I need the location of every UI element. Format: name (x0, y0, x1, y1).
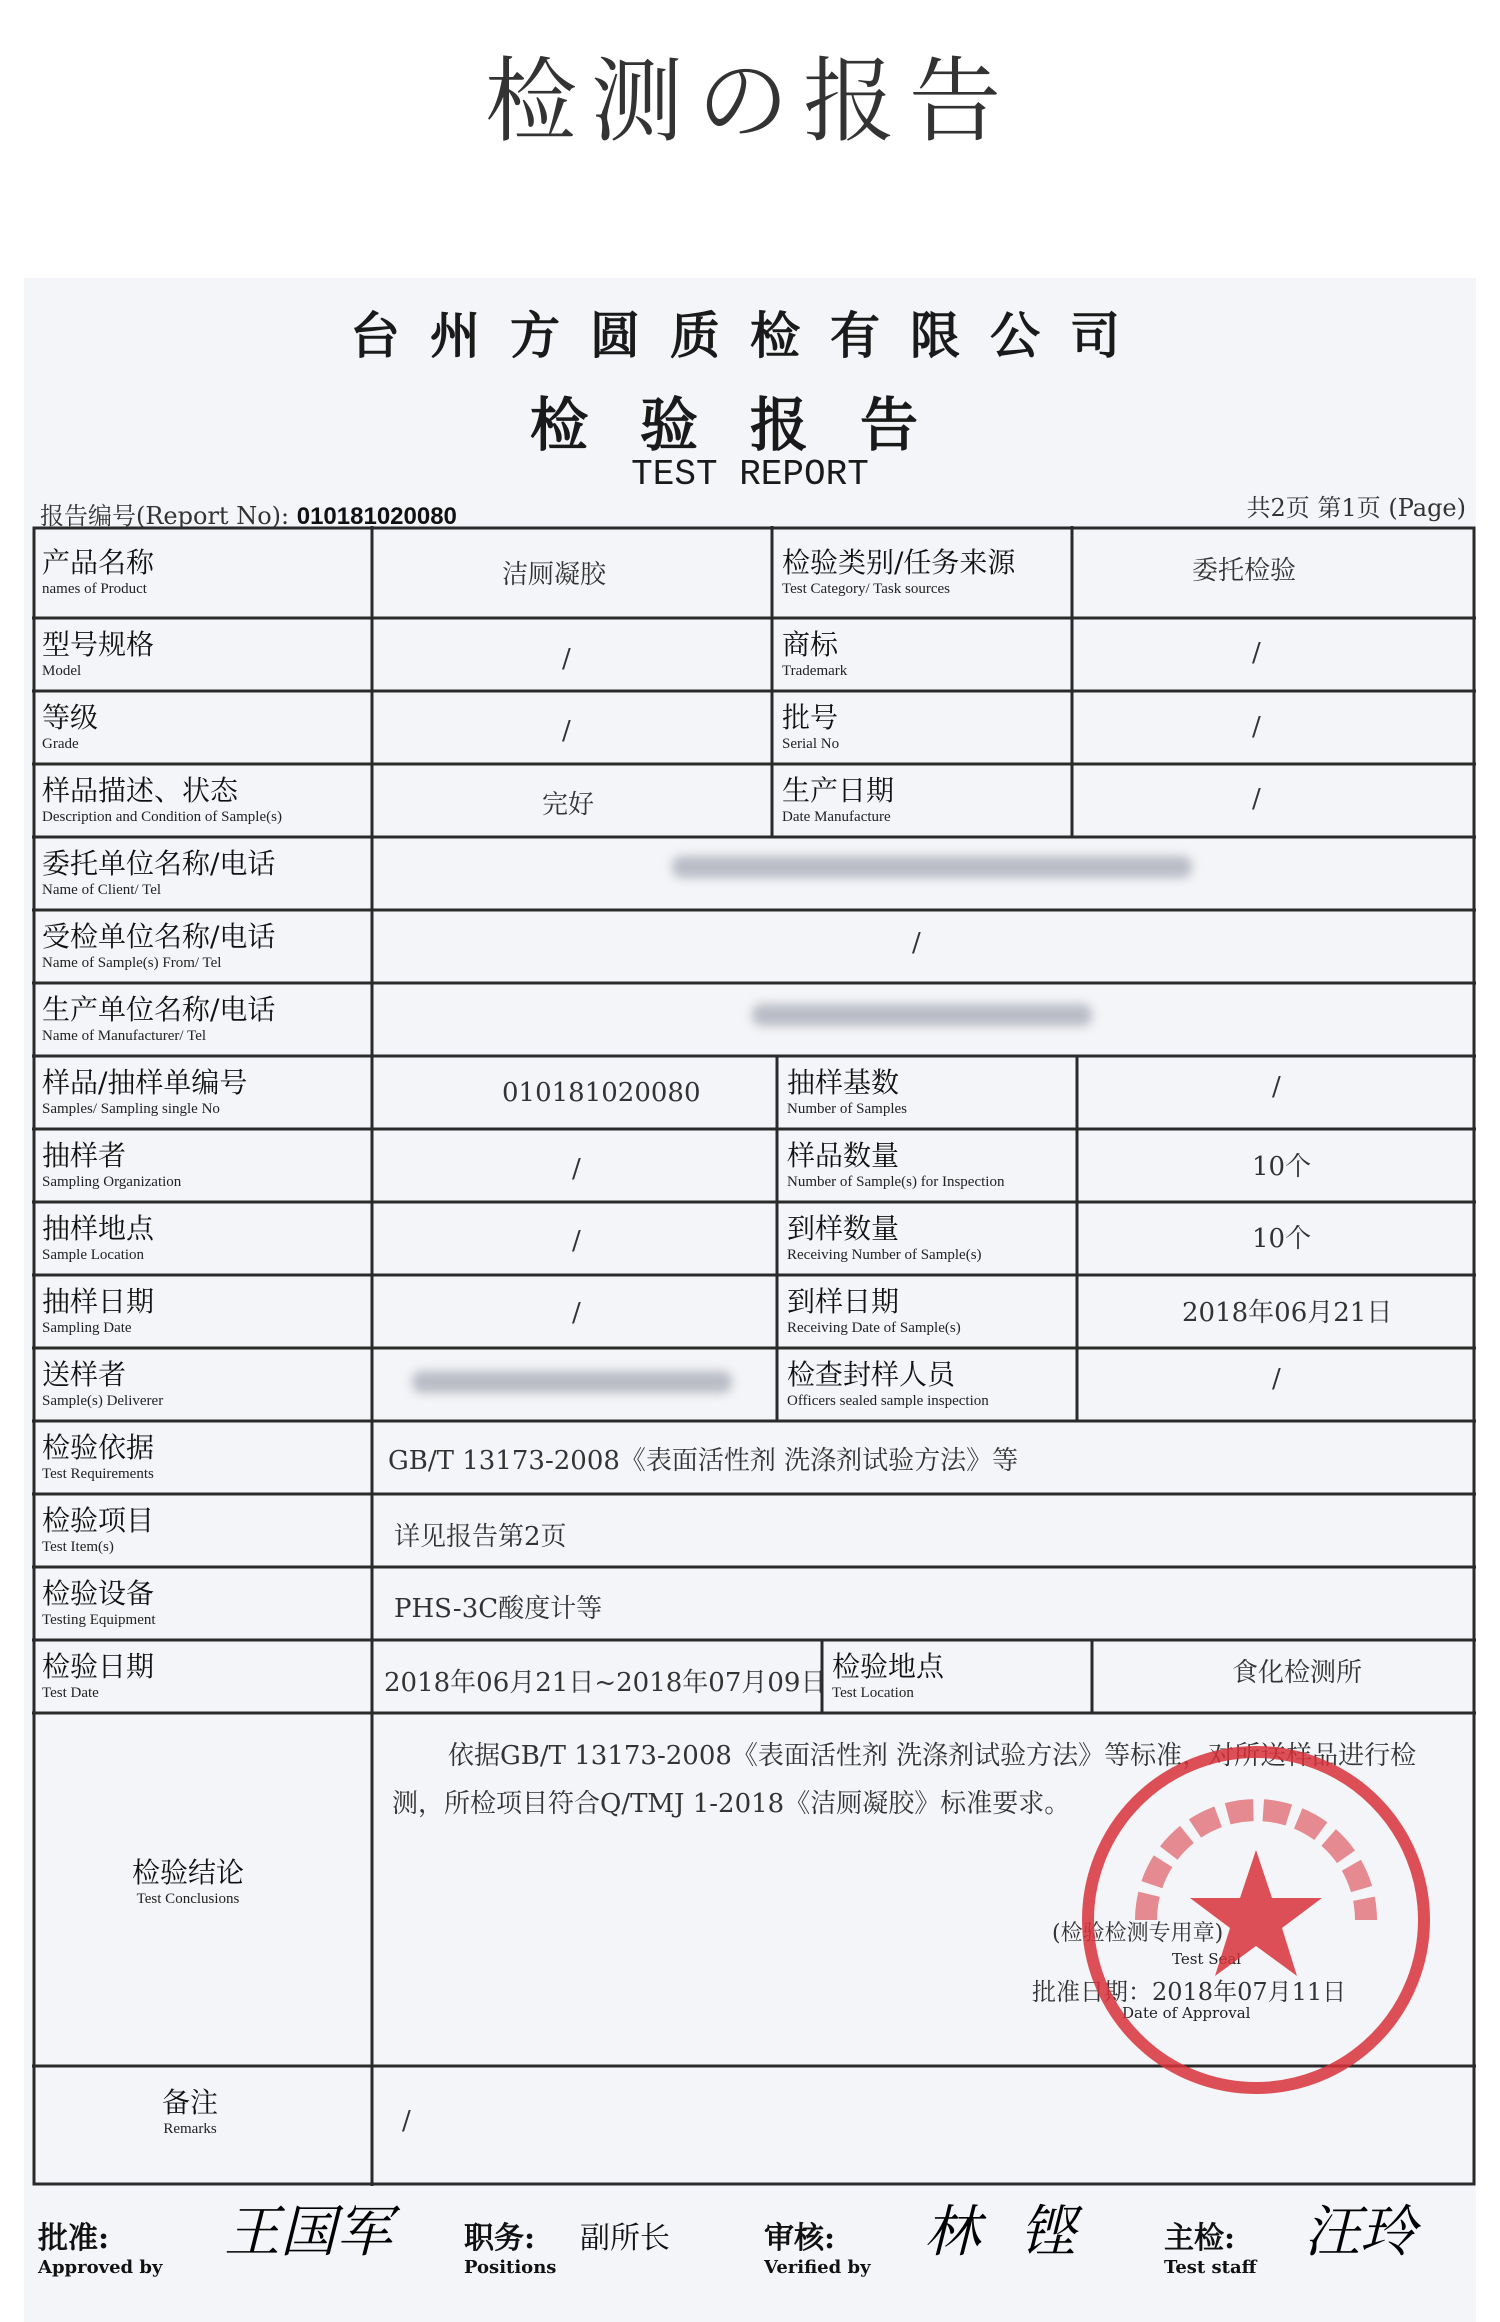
label-sampler: 抽样者 Sampling Organization (42, 1139, 182, 1190)
company-name: 台州方圆质检有限公司 (350, 306, 1150, 365)
label-product: 产品名称 names of Product (42, 546, 155, 597)
report-title: 检验报告 (529, 391, 970, 459)
value-items: 详见报告第2页 (394, 1522, 567, 1552)
official-seal (1076, 1740, 1436, 2100)
label-client: 委托单位名称/电话 Name of Client/ Tel (42, 847, 276, 898)
label-sample-from: 受检单位名称/电话 Name of Sample(s) From/ Tel (42, 920, 276, 971)
value-sample-from: / (912, 928, 921, 958)
label-test-date: 检验日期 Test Date (42, 1650, 155, 1701)
value-trademark: / (1252, 638, 1261, 668)
page-info: 共2页 第1页 (Page) (1246, 494, 1466, 522)
label-location: 抽样地点 Sample Location (42, 1212, 155, 1263)
position: 职务: Positions (464, 2221, 557, 2278)
verified-by: 审核: Verified by (764, 2221, 871, 2278)
value-equipment: PHS-3C酸度计等 (394, 1594, 603, 1624)
value-remarks: / (402, 2106, 411, 2136)
value-sample-no: 010181020080 (502, 1078, 701, 1108)
label-items: 检验项目 Test Item(s) (42, 1504, 155, 1555)
label-qty: 样品数量 Number of Sample(s) for Inspection (787, 1139, 1005, 1190)
approved-by: 批准: Approved by (38, 2221, 163, 2278)
label-deliverer: 送样者 Sample(s) Deliverer (42, 1358, 164, 1409)
label-base-no: 抽样基数 Number of Samples (787, 1066, 907, 1117)
value-product: 洁厕凝胶 (502, 560, 607, 590)
value-base-no: / (1272, 1072, 1281, 1102)
label-serial: 批号 Serial No (782, 701, 840, 752)
value-test-date: 2018年06月21日~2018年07月09日 (384, 1668, 827, 1698)
approval-date-en: Date of Approval (1122, 2004, 1251, 2022)
label-manufacturer: 生产单位名称/电话 Name of Manufacturer/ Tel (42, 993, 276, 1044)
label-requirements: 检验依据 Test Requirements (42, 1431, 155, 1482)
verified-signature: 林铿 (924, 2200, 1116, 2265)
label-trademark: 商标 Trademark (782, 628, 848, 679)
label-desc: 样品描述、状态 Description and Condition of Sample(s) (42, 774, 282, 825)
report-title-en: TEST REPORT (631, 454, 869, 495)
value-deliverer-redacted (412, 1371, 732, 1397)
staff-signature: 汪玲 (1304, 2200, 1416, 2265)
value-desc: 完好 (542, 790, 595, 820)
value-mfg-date: / (1252, 784, 1261, 814)
label-recv-qty: 到样数量 Receiving Number of Sample(s) (787, 1212, 982, 1263)
label-samp-date: 抽样日期 Sampling Date (42, 1285, 155, 1336)
banner-title: 检测の报告 (484, 48, 1015, 155)
value-location: / (572, 1226, 581, 1256)
value-recv-date: 2018年06月21日 (1182, 1298, 1393, 1328)
seal-caption-en: Test Seal (1172, 1950, 1242, 1968)
value-manufacturer-redacted (752, 1004, 1092, 1030)
value-requirements: GB/T 13173-2008《表面活性剂 洗涤剂试验方法》等 (388, 1446, 1019, 1476)
label-model: 型号规格 Model (42, 628, 155, 679)
label-sample-no: 样品/抽样单编号 Samples/ Sampling single No (42, 1066, 248, 1117)
value-test-location: 食化检测所 (1232, 1658, 1363, 1688)
label-remarks: 备注 Remarks (162, 2086, 219, 2137)
label-conclusion: 检验结论 Test Conclusions (132, 1856, 245, 1907)
value-sampler: / (572, 1154, 581, 1184)
value-client-redacted (672, 856, 1192, 882)
label-grade: 等级 Grade (42, 701, 99, 752)
value-model: / (562, 644, 571, 674)
approved-signature: 王国军 (224, 2200, 392, 2265)
value-category: 委托检验 (1192, 556, 1297, 586)
position-value: 副所长 (580, 2221, 670, 2256)
label-test-location: 检验地点 Test Location (832, 1650, 945, 1701)
label-equipment: 检验设备 Testing Equipment (42, 1577, 156, 1628)
label-sealer: 检查封样人员 Officers sealed sample inspection (787, 1358, 989, 1409)
value-samp-date: / (572, 1298, 581, 1328)
approval-date: 批准日期：2018年07月11日 (1032, 1978, 1347, 2006)
label-category: 检验类别/任务来源 Test Category/ Task sources (782, 546, 1016, 597)
test-staff: 主检: Test staff (1164, 2221, 1257, 2278)
value-qty: 10个 (1252, 1152, 1312, 1182)
report-sheet (24, 278, 1476, 2322)
value-grade: / (562, 716, 571, 746)
conclusion-text: 依据GB/T 13173-2008《表面活性剂 洗涤剂试验方法》等标准，对所送样品进行检 测，所检项目符合Q/TMJ 1-2018《洁厕凝胶》标准要求。 (392, 1741, 1417, 1819)
report-number: 报告编号(Report No): 010181020080 (40, 502, 457, 530)
value-serial: / (1252, 712, 1261, 742)
label-recv-date: 到样日期 Receiving Date of Sample(s) (787, 1285, 961, 1336)
label-mfg-date: 生产日期 Date Manufacture (782, 774, 895, 825)
value-sealer: / (1272, 1364, 1281, 1394)
value-recv-qty: 10个 (1252, 1224, 1312, 1254)
seal-caption: (检验检测专用章) (1052, 1921, 1224, 1946)
